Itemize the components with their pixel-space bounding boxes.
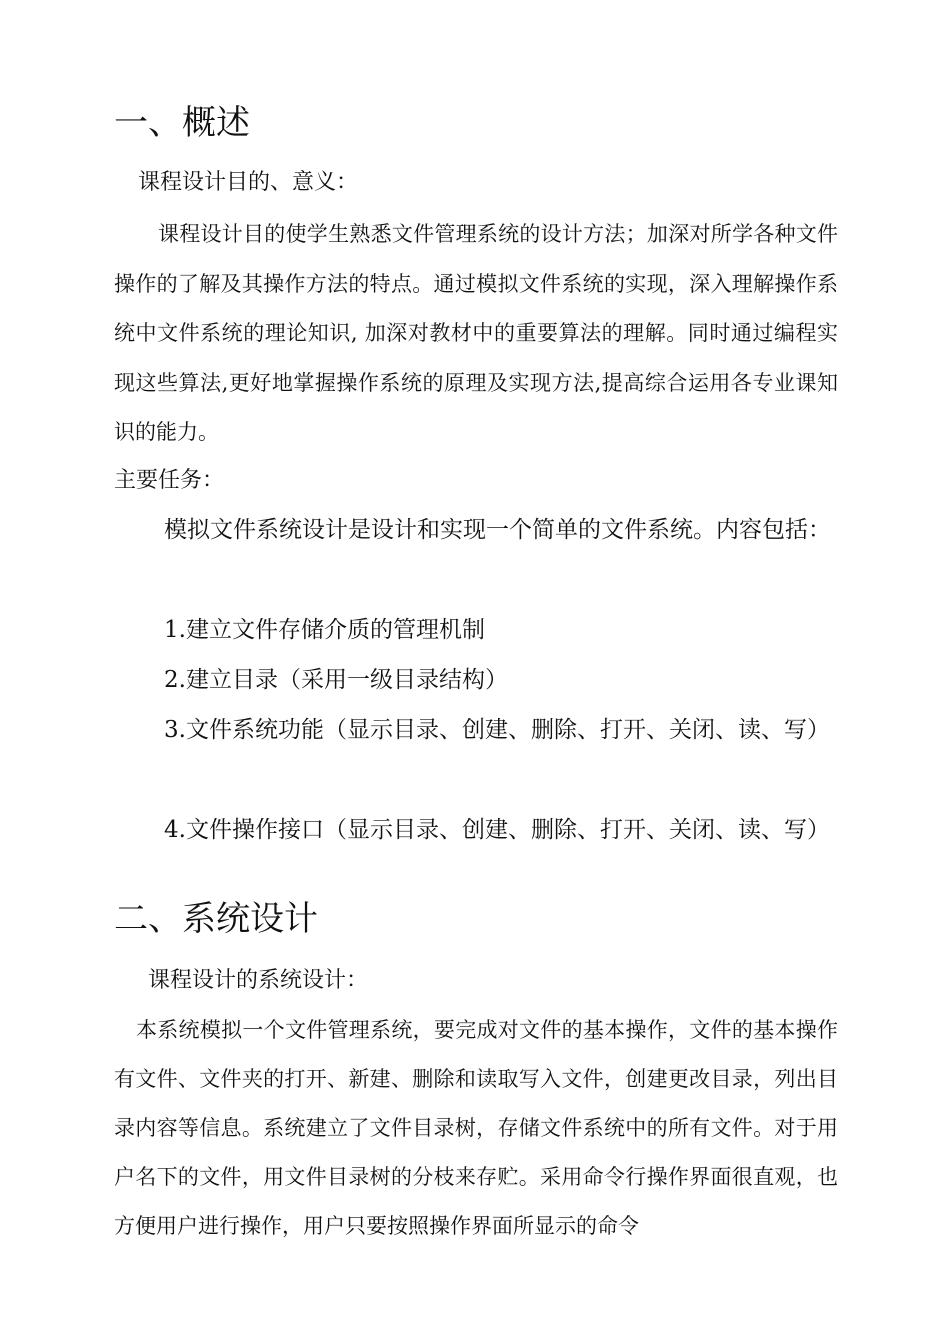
task-item-1: 1.建立文件存储介质的管理机制 [164, 617, 485, 643]
section-1-heading: 一、概述 [114, 103, 250, 143]
design-title: 课程设计的系统设计： [148, 968, 369, 993]
task-item-3: 3.文件系统功能（显示目录、创建、删除、打开、关闭、读、写） [164, 717, 830, 743]
section-2-heading: 二、系统设计 [114, 899, 318, 939]
task-item-2: 2.建立目录（采用一级目录结构） [164, 667, 508, 693]
purpose-title: 课程设计目的、意义： [138, 170, 359, 195]
design-paragraph: 本系统模拟一个文件管理系统，要完成对文件的基本操作，文件的基本操作有文件、文件夹的打开、新建、删除和读取写入文件，创建更改目录，列出目录内容等信息。系统建立了文件目录树，存储文件系统中的所有文件。对于用户名下的文件，用文件目录树的分枝来存贮。采用命令行操作界面很直观，也方便用户进行操作，用户只要按照操作界面所显示的命令 [114, 1018, 838, 1238]
task-item-4: 4.文件操作接口（显示目录、创建、删除、打开、关闭、读、写） [164, 817, 830, 843]
purpose-paragraph: 课程设计目的使学生熟悉文件管理系统的设计方法；加深对所学各种文件操作的了解及其操作方法的特点。通过模拟文件系统的实现，深入理解操作系统中文件系统的理论知识, 加深对教材中的重要算法的理解。同时通过编程实现这些算法,更好地掌握操作系统的原理及实现方法,提高综合运用各专业课知识的能力。 [114, 222, 838, 444]
tasks-title: 主要任务： [114, 468, 225, 493]
tasks-intro-paragraph: 模拟文件系统设计是设计和实现一个简单的文件系统。内容包括： [164, 517, 831, 543]
